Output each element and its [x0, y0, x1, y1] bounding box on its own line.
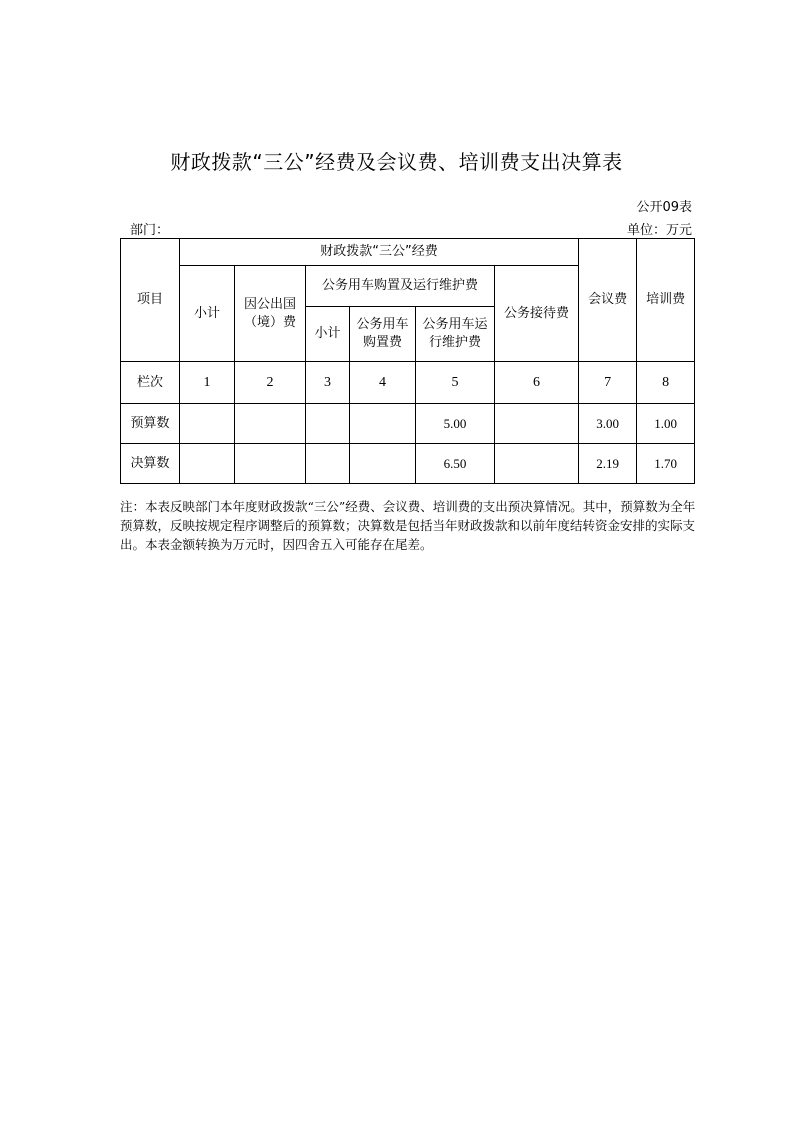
- col-number: 5: [416, 362, 495, 404]
- table-cell: 5.00: [416, 404, 495, 444]
- col-number: 3: [306, 362, 350, 404]
- table-cell: [495, 444, 579, 484]
- table-cell: 1.70: [637, 444, 695, 484]
- header-reception: 公务接待费: [495, 266, 579, 362]
- col-number: 8: [637, 362, 695, 404]
- header-meeting: 会议费: [579, 239, 637, 362]
- table-cell: [306, 404, 350, 444]
- col-number: 4: [350, 362, 416, 404]
- header-vehicle-subtotal: 小计: [306, 307, 350, 362]
- col-number: 6: [495, 362, 579, 404]
- table-cell: [180, 404, 235, 444]
- header-vehicle-group: 公务用车购置及运行维护费: [306, 266, 495, 307]
- row-label: 栏次: [121, 362, 180, 404]
- col-number: 2: [235, 362, 306, 404]
- table-cell: [180, 444, 235, 484]
- row-label: 预算数: [121, 404, 180, 444]
- header-vehicle-purchase: 公务用车购置费: [350, 307, 416, 362]
- table-cell: [306, 444, 350, 484]
- table-row: [121, 362, 695, 404]
- expenditure-table: [120, 238, 695, 484]
- table-cell: [350, 444, 416, 484]
- department-label: 部门：: [130, 223, 170, 238]
- table-cell: 6.50: [416, 444, 495, 484]
- form-code: 公开09表: [636, 200, 692, 215]
- unit-label: 单位：万元: [626, 223, 692, 238]
- header-abroad: 因公出国（境）费: [235, 266, 306, 362]
- header-training: 培训费: [637, 239, 695, 362]
- col-number: 1: [180, 362, 235, 404]
- table-cell: [235, 404, 306, 444]
- table-cell: 3.00: [579, 404, 637, 444]
- header-subtotal: 小计: [180, 266, 235, 362]
- table-cell: [495, 404, 579, 444]
- table-cell: 1.00: [637, 404, 695, 444]
- row-label: 决算数: [121, 444, 180, 484]
- page-title: 财政拨款“三公”经费及会议费、培训费支出决算表: [170, 150, 623, 174]
- table-cell: [350, 404, 416, 444]
- table-row: [121, 404, 695, 444]
- col-number: 7: [579, 362, 637, 404]
- header-item: 项目: [121, 239, 180, 362]
- table-cell: [235, 444, 306, 484]
- table-row: [121, 444, 695, 484]
- footnote: 注：本表反映部门本年度财政拨款“三公”经费、会议费、培训费的支出预决算情况。其中，预算数为全年预算数，反映按规定程序调整后的预算数；决算数是包括当年财政拨款和以前年度结转资金安排的实际支出。本表金额转换为万元时，因四舍五入可能存在尾差。: [120, 499, 696, 552]
- table-cell: 2.19: [579, 444, 637, 484]
- header-three-public: 财政拨款“三公”经费: [180, 239, 579, 266]
- header-vehicle-operation: 公务用车运行维护费: [416, 307, 495, 362]
